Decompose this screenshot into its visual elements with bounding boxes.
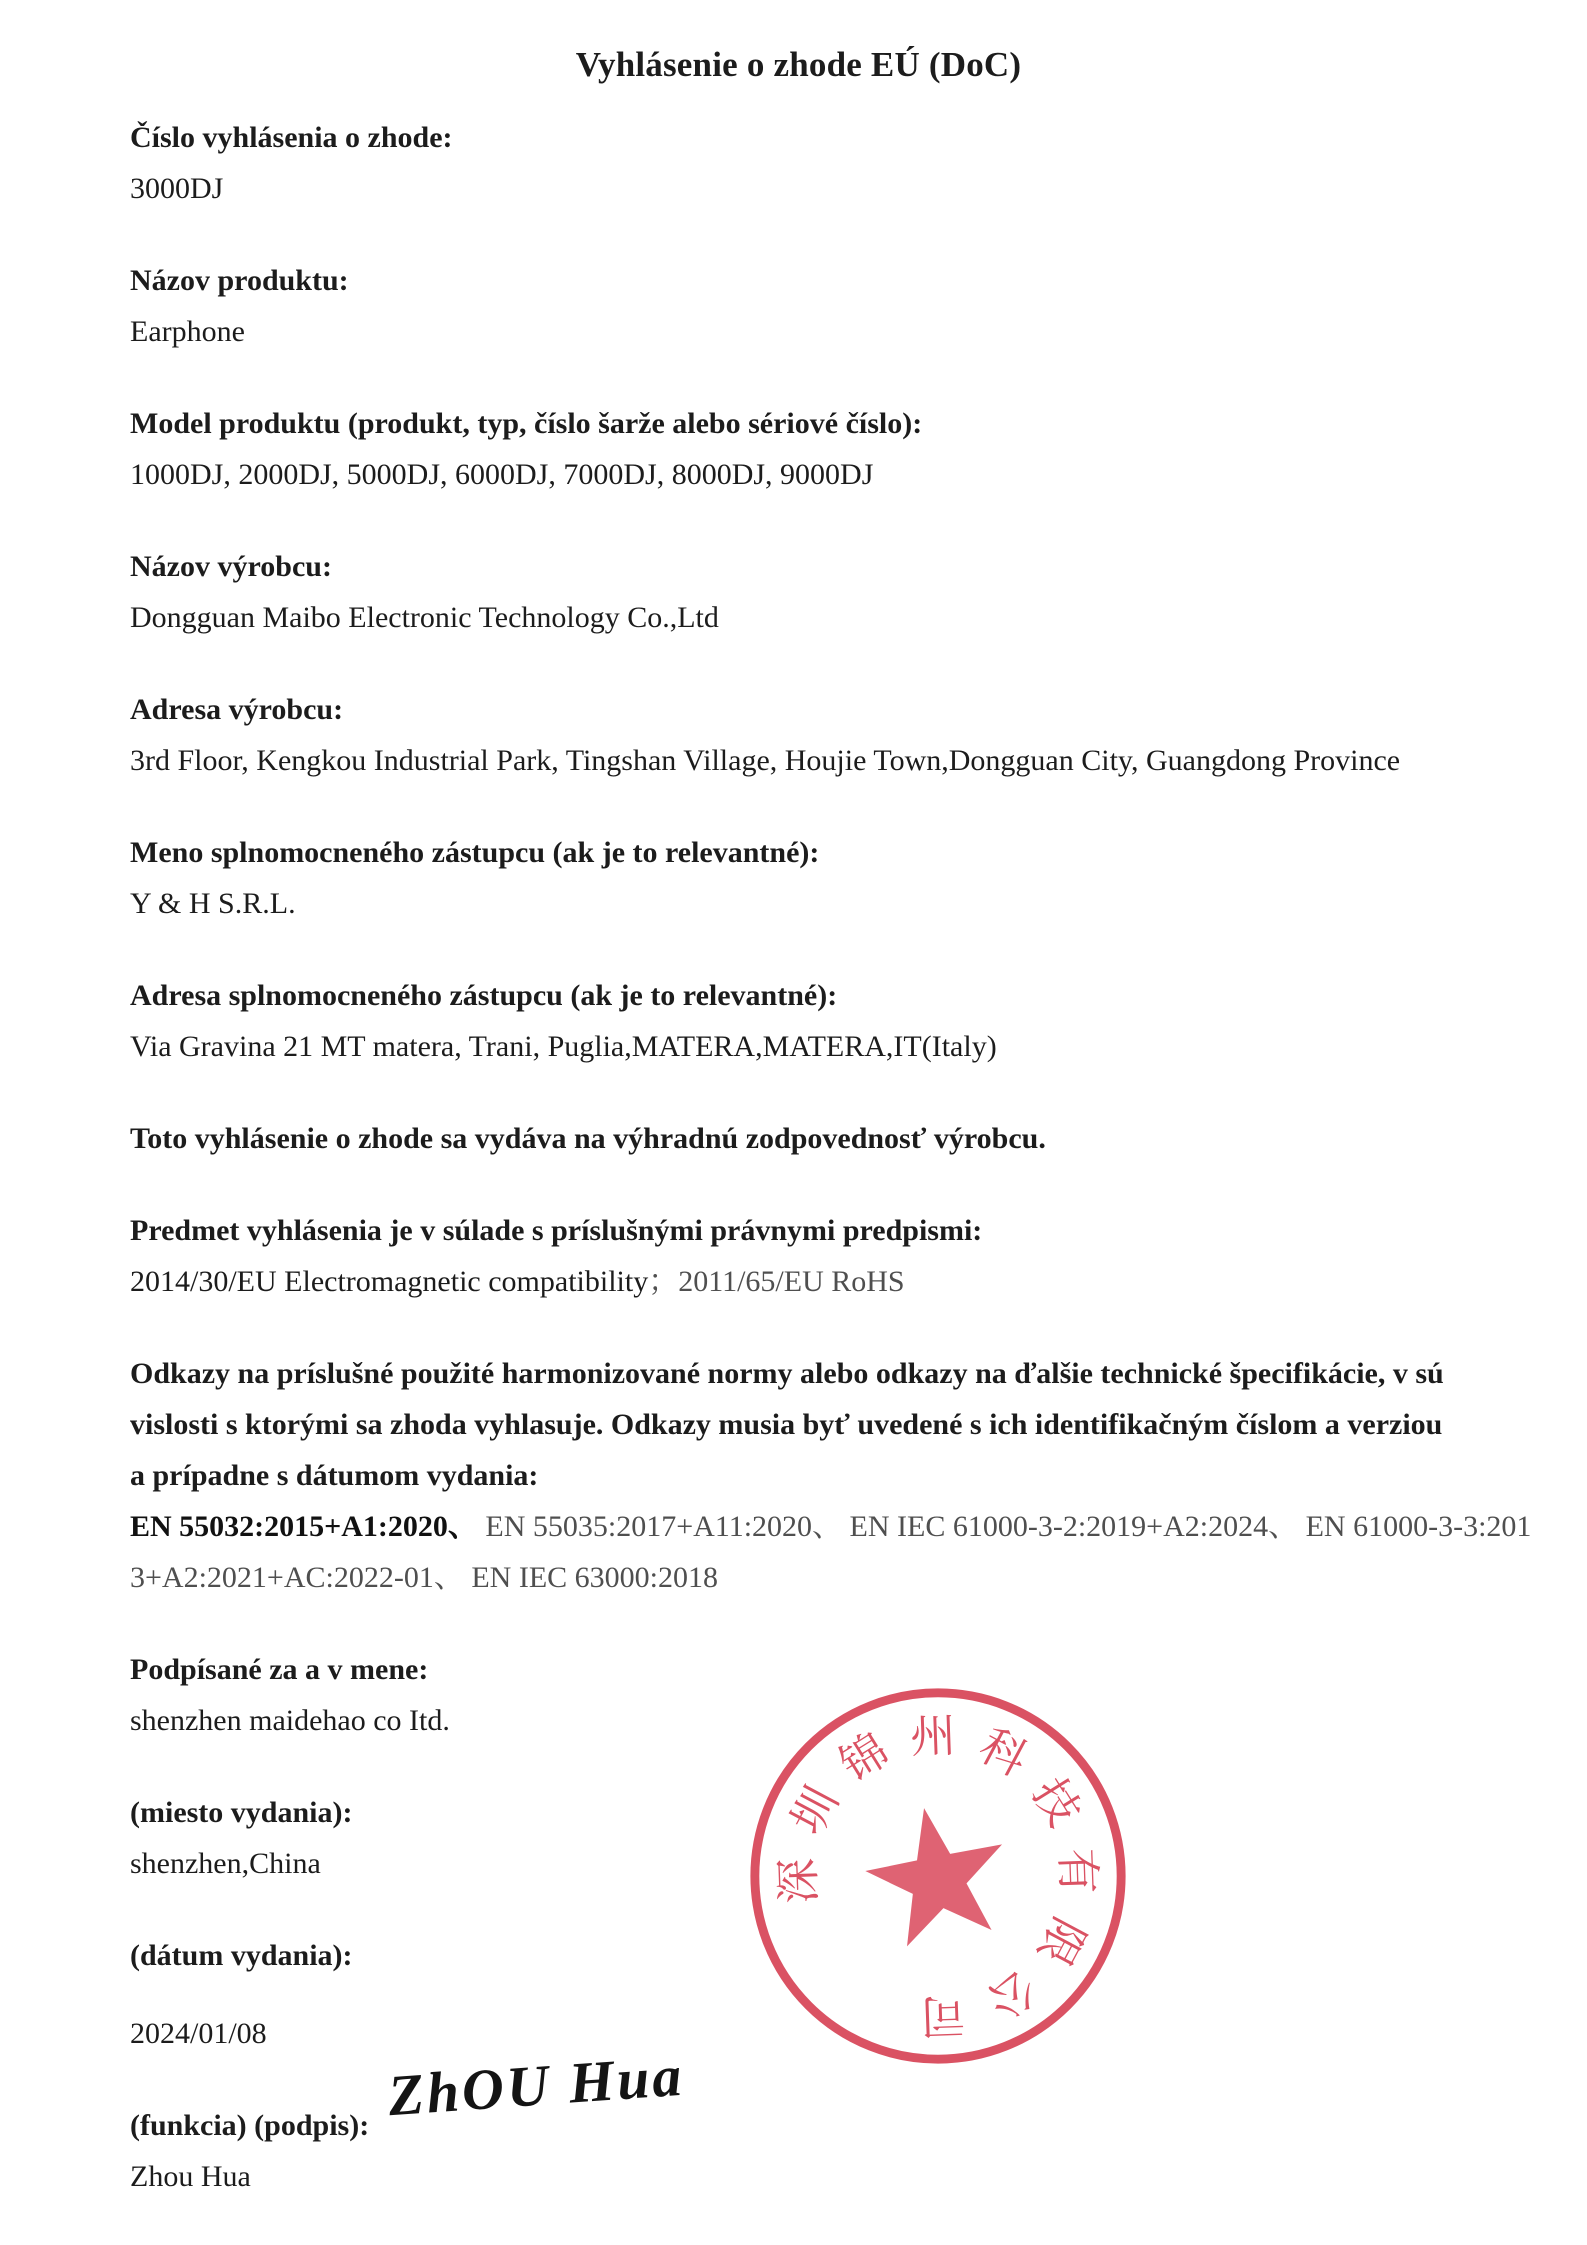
date-of-issue-label: (dátum vydania): xyxy=(130,1939,353,1972)
representative-address-value: Via Gravina 21 MT matera, Trani, Puglia,MATERA,MATERA,IT(Italy) xyxy=(130,1030,997,1063)
manufacturer-address-label: Adresa výrobcu: xyxy=(130,693,344,726)
svg-text:限: 限 xyxy=(1027,1908,1096,1975)
svg-text:公: 公 xyxy=(978,1959,1046,2029)
section-declaration-number xyxy=(130,112,1467,214)
representative-name-label: Meno splnomocneného zástupcu (ak je to relevantné): xyxy=(130,836,820,869)
declaration-number-label: Číslo vyhlásenia o zhode: xyxy=(130,121,453,154)
svg-text:深: 深 xyxy=(771,1857,826,1905)
product-model-label: Model produktu (produkt, typ, číslo šarže alebo sériové číslo): xyxy=(130,407,923,440)
compliance-value xyxy=(130,1256,1467,1307)
compliance-primary: 2014/30/EU Electromagnetic compatibility xyxy=(130,1265,649,1298)
responsibility-statement: Toto vyhlásenie o zhode sa vydáva na výhradnú zodpovednosť výrobcu. xyxy=(130,1122,1046,1155)
signatory-printed-name: Zhou Hua xyxy=(130,2160,251,2193)
section-date-of-issue xyxy=(130,1930,1467,2059)
svg-text:科: 科 xyxy=(970,1718,1037,1787)
signed-for-value: shenzhen maidehao co Itd. xyxy=(130,1704,450,1737)
section-place-of-issue xyxy=(130,1787,1467,1889)
section-compliance xyxy=(130,1205,1467,1307)
declaration-number-value: 3000DJ xyxy=(130,172,224,205)
svg-text:州: 州 xyxy=(909,1709,957,1764)
manufacturer-address-value: 3rd Floor, Kengkou Industrial Park, Tingshan Village, Houjie Town,Dongguan City, Guangdong Province xyxy=(130,744,1401,777)
standards-list-line-2: 3+A2:2021+AC:2022-01、 EN IEC 63000:2018 xyxy=(130,1561,718,1594)
svg-text:司: 司 xyxy=(919,1988,967,2043)
product-model-value: 1000DJ, 2000DJ, 5000DJ, 6000DJ, 7000DJ, 8000DJ, 9000DJ xyxy=(130,458,874,491)
svg-text:技: 技 xyxy=(1021,1768,1091,1836)
section-representative-name xyxy=(130,827,1467,929)
product-name-label: Názov produktu: xyxy=(130,264,349,297)
function-signature-label: (funkcia) (podpis): xyxy=(130,2109,370,2142)
compliance-separator: ； xyxy=(648,1265,679,1298)
section-signed-for xyxy=(130,1644,1467,1746)
svg-text:有: 有 xyxy=(1050,1847,1105,1895)
standards-first-item: EN 55032:2015+A1:2020、 xyxy=(130,1510,478,1543)
manufacturer-name-label: Názov výrobcu: xyxy=(130,550,332,583)
signed-for-label: Podpísané za a v mene: xyxy=(130,1653,429,1686)
manufacturer-name-value: Dongguan Maibo Electronic Technology Co.,Ltd xyxy=(130,601,719,634)
svg-text:锦: 锦 xyxy=(830,1723,898,1793)
section-manufacturer-address xyxy=(130,684,1467,786)
place-of-issue-value: shenzhen,China xyxy=(130,1847,321,1880)
compliance-secondary: 2011/65/EU RoHS xyxy=(678,1265,905,1298)
handwritten-signature-icon: ZhOU Hua xyxy=(386,2042,687,2129)
section-representative-address xyxy=(130,970,1467,1072)
compliance-label: Predmet vyhlásenia je v súlade s príslušnými právnymi predpismi: xyxy=(130,1214,983,1247)
section-product-name xyxy=(130,255,1467,357)
section-responsibility-statement xyxy=(130,1113,1467,1164)
representative-address-label: Adresa splnomocneného zástupcu (ak je to relevantné): xyxy=(130,979,838,1012)
document-title: Vyhlásenie o zhode EÚ (DoC) xyxy=(575,45,1022,84)
standards-label-line-3: a prípadne s dátumom vydania: xyxy=(130,1459,539,1492)
date-of-issue-value: 2024/01/08 xyxy=(130,2017,267,2050)
product-name-value: Earphone xyxy=(130,315,245,348)
svg-text:圳: 圳 xyxy=(780,1777,849,1844)
representative-name-value: Y & H S.R.L. xyxy=(130,887,296,920)
standards-list-line-1 xyxy=(130,1501,1532,1552)
section-standards xyxy=(130,1348,1532,1603)
standards-label-line-1: Odkazy na príslušné použité harmonizované normy alebo odkazy na ďalšie technické špecifikácie, v sú xyxy=(130,1357,1444,1390)
section-function-signature xyxy=(130,2100,1467,2202)
section-manufacturer-name xyxy=(130,541,1467,643)
standards-label-line-2: vislosti s ktorými sa zhoda vyhlasuje. Odkazy musia byť uvedené s ich identifikačným číslom a verziou xyxy=(130,1408,1443,1441)
place-of-issue-label: (miesto vydania): xyxy=(130,1796,353,1829)
standards-line1-rest: EN 55035:2017+A11:2020、 EN IEC 61000-3-2:2019+A2:2024、 EN 61000-3-3:201 xyxy=(477,1510,1532,1543)
section-product-model xyxy=(130,398,1467,500)
